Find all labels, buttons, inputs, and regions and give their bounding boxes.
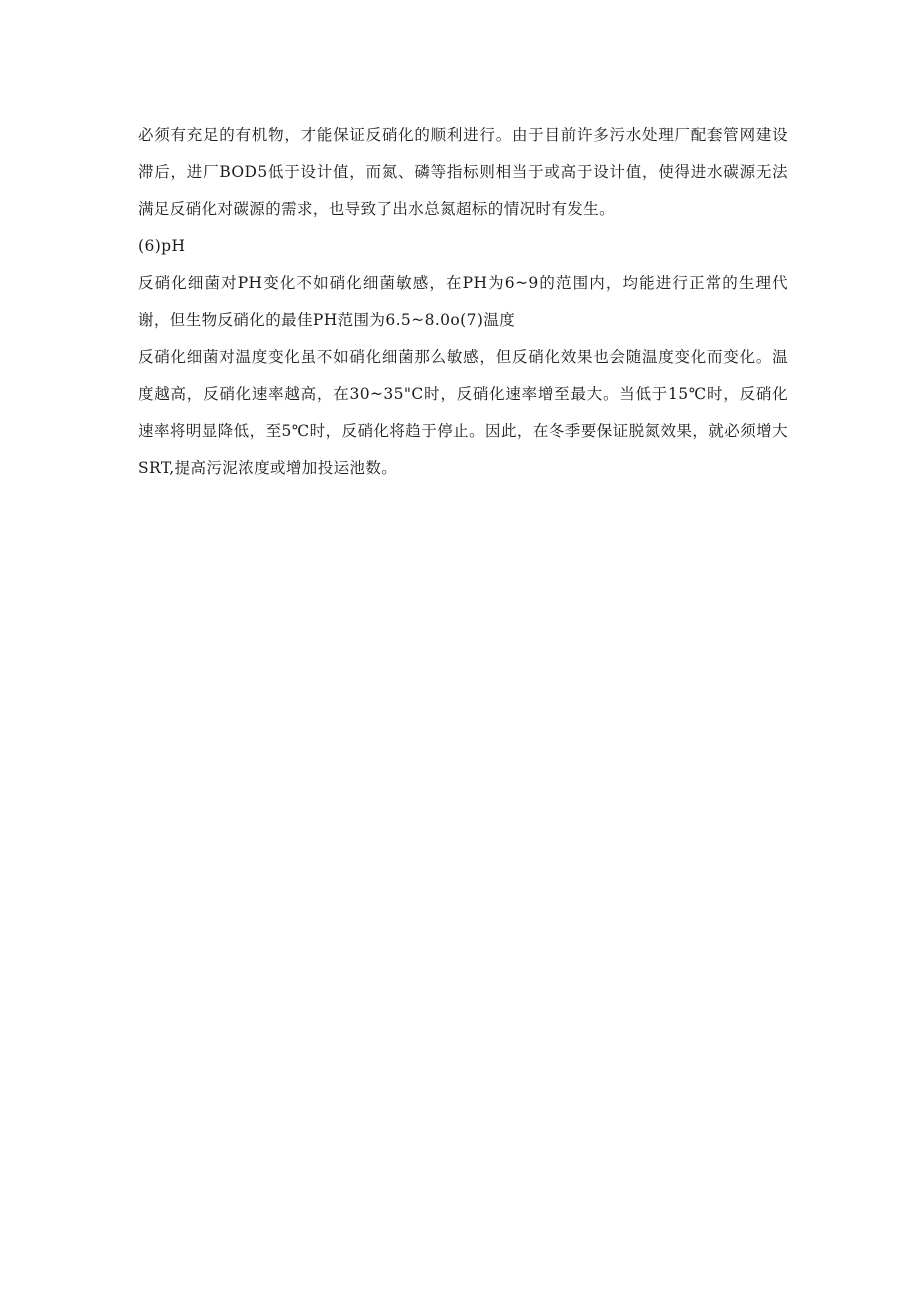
paragraph-temperature: 反硝化细菌对温度变化虽不如硝化细菌那么敏感，但反硝化效果也会随温度变化而变化。温度越高，反硝化速率越高，在30~35"C时，反硝化速率增至最大。当低于15℃时，反硝化速率将明显降低，至5℃时，反硝化将趋于停止。因此，在冬季要保证脱氮效果，就必须增大SRT,提高污泥浓度或增加投运池数。 (138, 348, 788, 477)
paragraph-ph: 反硝化细菌对PH变化不如硝化细菌敏感，在PH为6~9的范围内，均能进行正常的生理代谢，但生物反硝化的最佳PH范围为6.5~8.0o(7)温度 (138, 274, 788, 329)
paragraph-organic-carbon: 必须有充足的有机物，才能保证反硝化的顺利进行。由于目前许多污水处理厂配套管网建设滞后，进厂BOD5低于设计值，而氮、磷等指标则相当于或高于设计值，使得进水碳源无法满足反硝化对碳源的需求，也导致了出水总氮超标的情况时有发生。 (138, 126, 788, 218)
document-body (138, 117, 788, 487)
section-heading-ph: (6)pH (138, 237, 186, 255)
